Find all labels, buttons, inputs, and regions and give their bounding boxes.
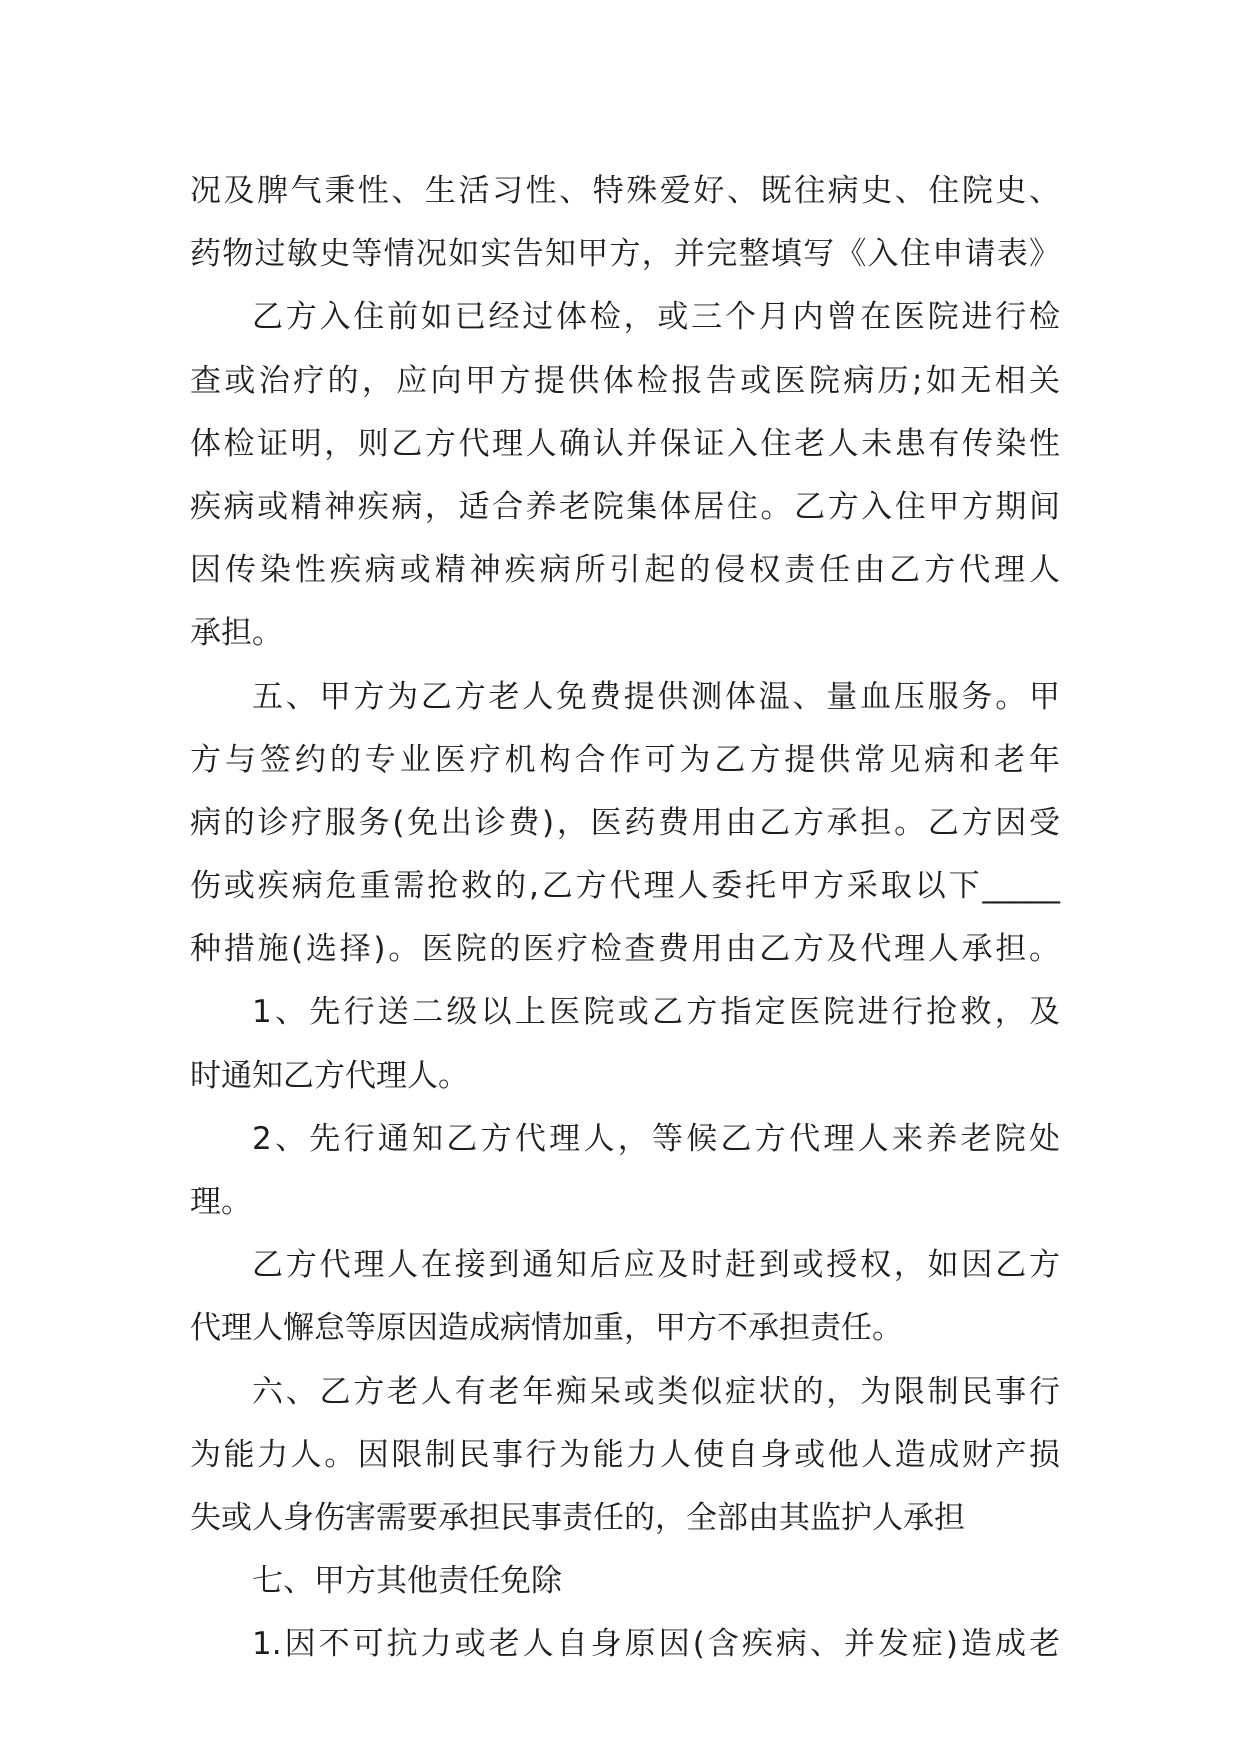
- text-line: 六、乙方老人有老年痴呆或类似症状的，为限制民事行: [252, 1373, 1060, 1410]
- document-body: [190, 160, 1060, 1677]
- text-line: 种措施(选择)。医院的医疗检查费用由乙方及代理人承担。: [190, 931, 1060, 968]
- text-line: 况及脾气秉性、生活习性、特殊爱好、既往病史、住院史、: [190, 173, 1060, 209]
- text-line: 疾病或精神疾病，适合养老院集体居住。乙方入住甲方期间: [190, 488, 1060, 525]
- text-line: 方与签约的专业医疗机构合作可为乙方提供常见病和老年: [190, 741, 1060, 778]
- text-line: 伤或疾病危重需抢救的,乙方代理人委托甲方采取以下_____: [190, 868, 1060, 905]
- text-line: 失或人身伤害需要承担民事责任的，全部由其监护人承担: [190, 1499, 965, 1536]
- text-line: 代理人懈怠等原因造成病情加重，甲方不承担责任。: [190, 1310, 903, 1347]
- text-line: 乙方代理人在接到通知后应及时赶到或授权，如因乙方: [252, 1247, 1060, 1284]
- text-line: 七、甲方其他责任免除: [252, 1563, 562, 1600]
- text-line: 因传染性疾病或精神疾病所引起的侵权责任由乙方代理人: [190, 552, 1060, 589]
- text-line: 理。: [190, 1184, 252, 1220]
- text-line: 1、先行送二级以上医院或乙方指定医院进行抢救，及: [252, 994, 1060, 1031]
- text-line: 为能力人。因限制民事行为能力人使自身或他人造成财产损: [190, 1436, 1060, 1473]
- text-line: 时通知乙方代理人。: [190, 1057, 469, 1094]
- text-line: 查或治疗的，应向甲方提供体检报告或医院病历;如无相关: [190, 362, 1060, 399]
- text-line: 1.因不可抗力或老人自身原因(含疾病、并发症)造成老: [252, 1626, 1060, 1663]
- text-line: 药物过敏史等情况如实告知甲方，并完整填写《入住申请表》: [190, 236, 1060, 273]
- text-line: 五、甲方为乙方老人免费提供测体温、量血压服务。甲: [252, 678, 1060, 715]
- text-line: 承担。: [190, 615, 283, 652]
- text-line: 体检证明，则乙方代理人确认并保证入住老人未患有传染性: [190, 425, 1060, 462]
- text-line: 乙方入住前如已经过体检，或三个月内曾在医院进行检: [252, 299, 1060, 336]
- text-line: 2、先行通知乙方代理人，等候乙方代理人来养老院处: [252, 1120, 1060, 1157]
- text-line: 病的诊疗服务(免出诊费)，医药费用由乙方承担。乙方因受: [190, 804, 1060, 841]
